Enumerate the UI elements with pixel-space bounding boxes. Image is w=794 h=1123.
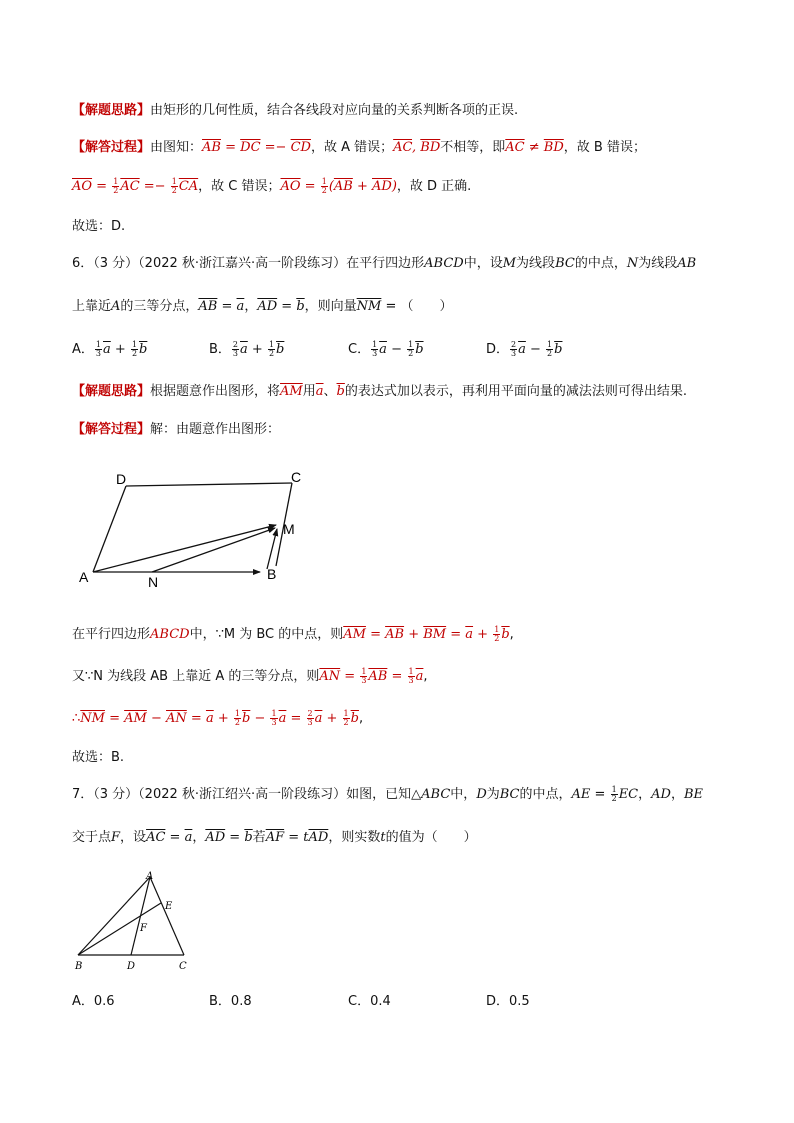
triangle-figure: [72, 868, 202, 973]
q5-formula-1: $\overline{AB} = \overline{DC} =- \overline{CD}$: [202, 140, 311, 155]
q5-seg1: ，故 A 错误；: [310, 140, 394, 155]
label-f: F: [140, 923, 147, 934]
q6-option-b[interactable]: B． $\frac{2}{3}$ $\overline{a}$ + $\frac{1}{2}$ $\overline{b}$: [209, 340, 285, 358]
label-d: D: [127, 961, 136, 972]
label-n: N: [148, 574, 159, 590]
q5-seg3: ，故 B 错误；: [563, 140, 646, 155]
q5-idea: [72, 101, 518, 121]
label-b: B: [267, 566, 277, 582]
q5-process-head: 由图知：: [150, 140, 203, 155]
label-e: E: [165, 901, 173, 912]
label-a: A: [146, 871, 154, 882]
label-m: M: [283, 521, 295, 537]
q5-answer: 故选：D.: [72, 219, 126, 234]
q7-option-d[interactable]: D．0.5: [486, 994, 530, 1009]
q7-option-b[interactable]: B．0.8: [209, 994, 252, 1009]
q6-option-a[interactable]: A． $\frac{1}{3}$ $\overline{a}$ + $\frac{1}{2}$ $\overline{b}$: [72, 340, 148, 358]
label-a: A: [79, 569, 89, 585]
q6-answer: 故选：B.: [72, 750, 125, 765]
label-c: C: [291, 469, 302, 485]
q6-option-d[interactable]: D． $\frac{2}{3}$ $\overline{a}$ − $\frac{1}{2}$ $\overline{b}$: [486, 340, 563, 358]
q5-idea-text: 由矩形的几何性质，结合各线段对应向量的关系判断各项的正误.: [150, 103, 519, 118]
q5-seg4: ，故 C 错误；: [198, 179, 281, 194]
vector-bm: [267, 529, 277, 569]
q5-process-2: [72, 177, 471, 197]
q5-formula-5: $\overline{AO}$ = $\frac{1}{2}$ $(\overline{AB} + \overline{AD})$: [280, 177, 397, 195]
idea-tag: 【解题思路】: [72, 384, 151, 399]
q6-option-c[interactable]: C． $\frac{1}{3}$ $\overline{a}$ − $\frac{1}{2}$ $\overline{b}$: [348, 340, 424, 358]
q6-stem: 6．（3 分）（2022 秋·浙江嘉兴·高一阶段练习）在平行四边形ABCD中，设M为线段BC的中点，N为线段AB: [72, 256, 697, 271]
q5-seg2: 不相等，即: [440, 140, 506, 155]
q5-process: [72, 138, 646, 158]
q5-formula-3: $\overline{AC} \ne \overline{BD}$: [505, 140, 564, 155]
label-b: B: [75, 961, 83, 972]
label-c: C: [179, 961, 187, 972]
edge-dc: [126, 483, 292, 486]
process-tag: 【解答过程】: [72, 140, 151, 155]
edge-ac: [150, 877, 184, 955]
q6-idea: 【解题思路】根据题意作出图形，将$\overline{AM}$用$\overline{a}$、$\overline{b}$的表达式加以表示，再利用平面向量的减法法则可得出结果.: [72, 384, 687, 399]
parallelogram-figure: [76, 466, 316, 591]
q5-formula-4: $\overline{AO}$ = $\frac{1}{2}$ $\overline{AC}$ =− $\frac{1}{2}$ $\overline{CA}$: [72, 177, 199, 195]
q6-process: 【解答过程】解：由题意作出图形：: [72, 422, 281, 437]
label-d: D: [116, 471, 127, 487]
q7-stem: 7．（3 分）（2022 秋·浙江绍兴·高一阶段练习）如图，已知△ABC中，D为BC的中点，AE = $\frac{1}{2}$ EC，AD，BE: [72, 785, 704, 803]
q6-solution-2: 又∵N 为线段 AB 上靠近 A 的三等分点，则$\overline{AN}$ = $\frac{1}{3}$ $\overline{AB}$ = $\frac{1}{3}$ $\overline{a}$,: [72, 667, 428, 685]
q6-solution-1: 在平行四边形ABCD中，∵M 为 BC 的中点，则$\overline{AM} = \overline{AB} + \overline{BM} = \overline{a}$ + $\frac{1}{2}$ $\overline{b}$,: [72, 625, 514, 643]
q5-formula-2: $\overline{AC}$, $\overline{BD}$: [393, 140, 441, 155]
vector-nm: [152, 528, 275, 572]
q7-stem-2: 交于点F，设$\overline{AC} = \overline{a}$，$\overline{AD} = \overline{b}$若$\overline{AF} = t\overline{AD}$，则实数t的值为（ ）: [72, 830, 477, 845]
q7-option-c[interactable]: C．0.4: [348, 994, 391, 1009]
q5-seg5: ，故 D 正确.: [396, 179, 472, 194]
q7-option-a[interactable]: A．0.6: [72, 994, 115, 1009]
vector-am: [93, 525, 276, 572]
q6-stem-2: 上靠近A的三等分点，$\overline{AB} = \overline{a}$，$\overline{AD} = \overline{b}$，则向量$\overline{NM}$ = （ ）: [72, 299, 453, 314]
edge-ad: [93, 486, 126, 572]
process-tag: 【解答过程】: [72, 422, 151, 437]
q6-solution-3: $\therefore\overline{NM} = \overline{AM} - \overline{AN} = \overline{a}$ + $\frac{1}{2}$ $\overline{b}$ − $\frac{1}{3}$ $\overline{a}$ = $\frac{2}{3}$ $\overline{a}$ + $\frac{1}{2}$ $\overline{b}$,: [72, 709, 364, 727]
idea-tag: 【解题思路】: [72, 103, 151, 118]
